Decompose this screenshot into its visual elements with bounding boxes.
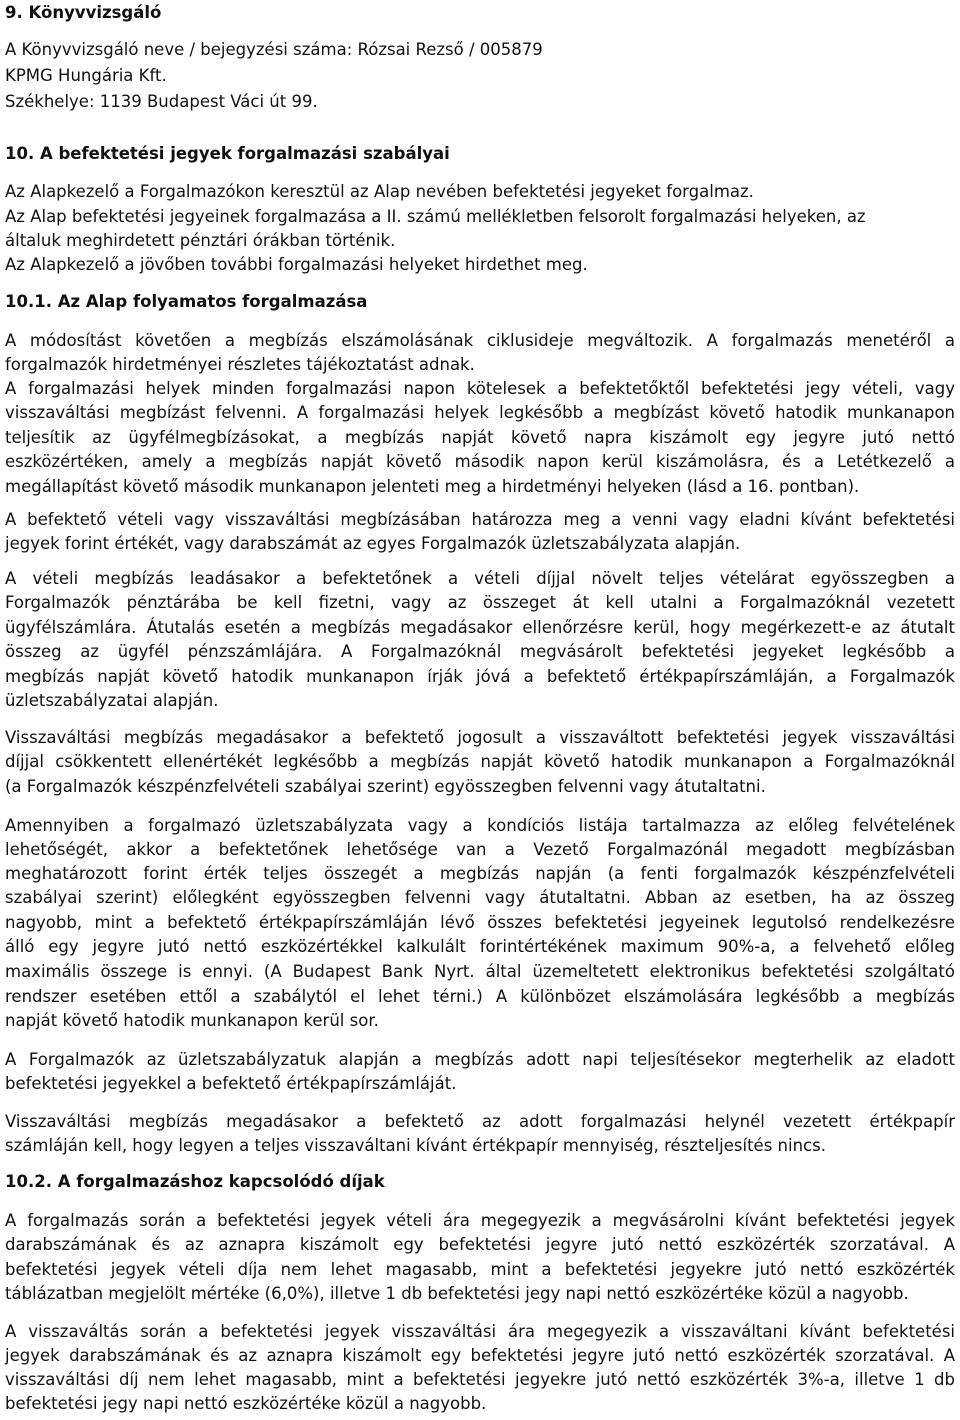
text-line: teljesítik az ügyfélmegbízásokat, a megbízás napját követő napra kiszámolt egy jegyre jutó nettó <box>5 428 955 447</box>
text-line: táblázatban megjelölt mértéke (6,0%), illetve 1 db befektetési jegy napi nettó eszközértéke közül a nagyobb. <box>5 1284 909 1303</box>
text-line: összeg az ügyfél pénzszámlájára. A Forgalmazóknál megvásárolt befektetési jegyeket legkésőbb a <box>5 642 955 661</box>
text-line: forgalmazók hirdetményei részletes tájékoztatást adnak. <box>5 355 475 374</box>
text-line: számláján kell, hogy legyen a teljes visszaváltani kívánt értékpapír mennyiség, részteljesítés nincs. <box>5 1136 826 1155</box>
text-line: szabályai szerint) előlegként egyösszegben felvenni vagy átutaltatni. Abban az esetben, ha az összeg <box>5 888 955 907</box>
text-line: befektetési jegyek vételi díja nem lehet magasabb, mint a befektetési jegyekre jutó nettó eszközérték <box>5 1260 955 1279</box>
text-line: Az Alapkezelő a Forgalmazókon keresztül az Alap nevében befektetési jegyeket forgalmaz. <box>5 182 754 201</box>
text-line: A visszaváltás során a befektetési jegyek visszaváltási ára megegyezik a visszaváltani kívánt befektetési <box>5 1322 955 1341</box>
auditor-company-line: KPMG Hungária Kft. <box>5 66 167 85</box>
text-line: visszaváltási megbízást felvenni. A forgalmazási helyek legkésőbb a megbízást követő hatodik munkanapon <box>5 403 955 422</box>
text-line: megállapítást követő második munkanapon jelenteti meg a hirdetményi helyeken (lásd a 16. pontban). <box>5 477 860 496</box>
text-line: általuk meghirdetett pénztári órákban történik. <box>5 231 396 250</box>
section-heading-10: 10. A befektetési jegyek forgalmazási szabályai <box>5 144 450 163</box>
text-line: napját követő hatodik munkanapon kerül sor. <box>5 1011 379 1030</box>
text-line: Az Alap befektetési jegyeinek forgalmazása a II. számú mellékletben felsorolt forgalmazási helyeken, az <box>5 207 866 226</box>
text-line: maximális összege is ennyi. (A Budapest Bank Nyrt. által üzemeltetett elektronikus befektetési szolgáltató <box>5 962 955 981</box>
text-line: befektetési jegyekkel a befektető értékpapírszámláját. <box>5 1074 457 1093</box>
text-line: Visszaváltási megbízás megadásakor a befektető jogosult a visszaváltott befektetési jegyek visszaváltási <box>5 728 955 747</box>
auditor-name-line: A Könyvvizsgáló neve / bejegyzési száma: Rózsai Rezső / 005879 <box>5 40 543 59</box>
text-line: álló egy jegyre jutó nettó eszközértékkel kalkulált forintértékének maximum 90%-a, a felvehető előleg <box>5 937 955 956</box>
text-line: üzletszabályzatai alapján. <box>5 691 219 710</box>
text-line: A forgalmazás során a befektetési jegyek vételi ára megegyezik a megvásárolni kívánt befektetési jegyek <box>5 1211 955 1230</box>
text-line: ügyfélszámlára. Átutalás esetén a megbízás megadásakor ellenőrzésre kerül, hogy megérkezett-e az átutalt <box>5 618 955 637</box>
text-line: lehetőségét, akkor a befektetőnek lehetősége van a Vezető Forgalmazónál megadott megbízásban <box>5 840 955 859</box>
text-line: A befektető vételi vagy visszaváltási megbízásában határozza meg a venni vagy eladni kívánt befektetési <box>5 510 955 529</box>
text-line: Az Alapkezelő a jövőben további forgalmazási helyeket hirdethet meg. <box>5 255 588 274</box>
section-heading-9: 9. Könyvvizsgáló <box>5 3 162 22</box>
text-line: A vételi megbízás leadásakor a befektetőnek a vételi díjjal növelt teljes vételárat egyösszegben a <box>5 569 955 588</box>
section-heading-10-2: 10.2. A forgalmazáshoz kapcsolódó díjak <box>5 1172 385 1191</box>
text-line: befektetési jegy napi nettó eszközértéke közül a nagyobb. <box>5 1394 487 1413</box>
auditor-address-line: Székhelye: 1139 Budapest Váci út 99. <box>5 92 318 111</box>
text-line: A Forgalmazók az üzletszabályzatuk alapján a megbízás adott napi teljesítésekor megterhelik az eladott <box>5 1050 955 1069</box>
text-line: visszaváltási díj nem lehet magasabb, mint a befektetési jegyekre jutó nettó eszközérték 3%-a, illetve 1 db <box>5 1370 955 1389</box>
section-heading-10-1: 10.1. Az Alap folyamatos forgalmazása <box>5 292 368 311</box>
text-line: nagyobb, mint a befektető értékpapírszámláján lévő összes befektetési jegyeinek legutolsó rendelkezésre <box>5 913 955 932</box>
text-line: darabszámának és az aznapra kiszámolt egy befektetési jegyre jutó nettó eszközérték szorzatával. A <box>5 1235 955 1254</box>
text-line: meghatározott forint érték teljes összegét a megbízás napján (a fenti forgalmazók készpénzfelvételi <box>5 864 955 883</box>
text-line: díjjal csökkentett ellenértékét legkésőbb a megbízás napját követő hatodik munkanapon a Forgalmazóknál <box>5 752 955 771</box>
text-line: jegyek darabszámának és az aznapra kiszámolt egy befektetési jegyre jutó nettó eszközérték szorzatával. A <box>5 1346 955 1365</box>
text-line: A módosítást követően a megbízás elszámolásának ciklusideje megváltozik. A forgalmazás menetéről a <box>5 331 955 350</box>
text-line: jegyek forint értékét, vagy darabszámát az egyes Forgalmazók üzletszabályzata alapján. <box>5 534 741 553</box>
text-line: A forgalmazási helyek minden forgalmazási napon kötelesek a befektetőktől befektetési jegy vételi, vagy <box>5 379 955 398</box>
text-line: eszközértéken, amely a megbízás napját követő második napon kerül kiszámolásra, és a Letétkezelő a <box>5 452 955 471</box>
text-line: (a Forgalmazók készpénzfelvételi szabályai szerint) egyösszegben felvenni vagy átutaltatni. <box>5 777 766 796</box>
text-line: Visszaváltási megbízás megadásakor a befektető az adott forgalmazási helynél vezetett értékpapír <box>5 1112 955 1131</box>
text-line: Forgalmazók pénztárába be kell fizetni, vagy az összeget át kell utalni a Forgalmazóknál vezetett <box>5 593 955 612</box>
text-line: megbízás napját követő hatodik munkanapon írják jóvá a befektető értékpapírszámláján, a Forgalmazók <box>5 667 955 686</box>
text-line: rendszer esetében ettől a szabálytól el lehet térni.) A különbözet elszámolására legkésőbb a megbízás <box>5 987 955 1006</box>
text-line: Amennyiben a forgalmazó üzletszabályzata vagy a kondíciós listája tartalmazza az előleg felvételének <box>5 816 955 835</box>
